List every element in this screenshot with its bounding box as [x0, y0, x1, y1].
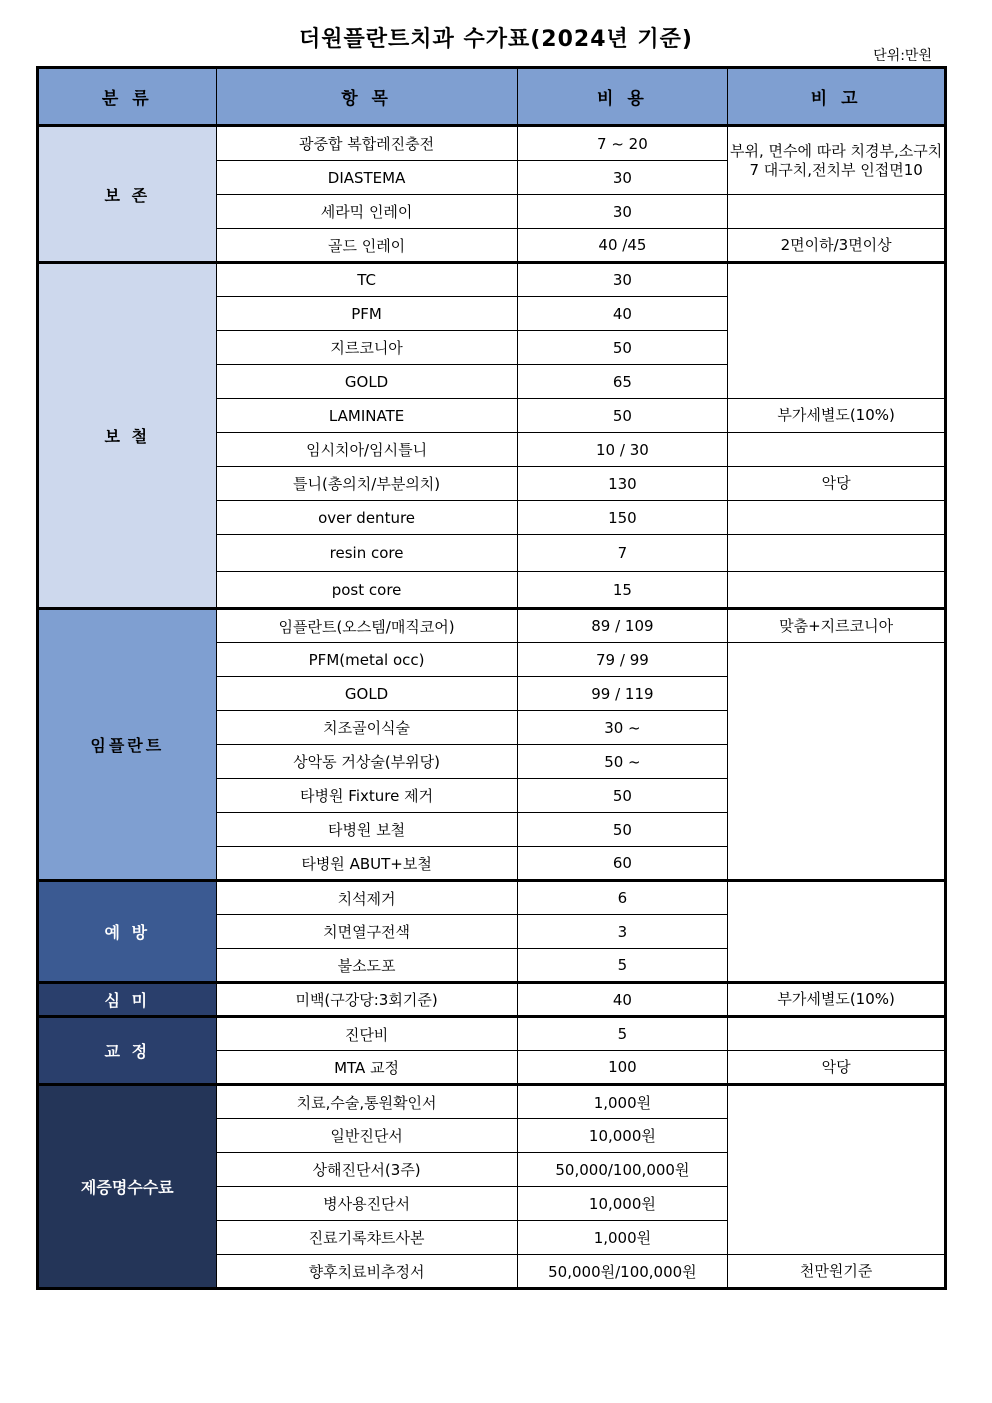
cost-cell: 60 [517, 847, 728, 881]
cost-cell: 130 [517, 467, 728, 501]
item-cell: resin core [216, 535, 517, 572]
cost-cell: 3 [517, 915, 728, 949]
category-orthodontics: 교 정 [38, 1017, 217, 1085]
table-row [38, 1017, 946, 1051]
cost-cell: 99 / 119 [517, 677, 728, 711]
remark-cell: 악당 [728, 1051, 946, 1085]
cost-cell: 1,000원 [517, 1221, 728, 1255]
cost-cell: 50 [517, 399, 728, 433]
cost-cell: 100 [517, 1051, 728, 1085]
item-cell: 불소도포 [216, 949, 517, 983]
cost-cell: 10 / 30 [517, 433, 728, 467]
remark-cell: 부가세별도(10%) [728, 399, 946, 433]
fee-table [36, 66, 947, 1290]
category-aesthetic: 심 미 [38, 983, 217, 1017]
item-cell: over denture [216, 501, 517, 535]
column-header-category: 분 류 [38, 68, 217, 126]
unit-label: 단위:만원 [873, 48, 932, 64]
item-cell: 치석제거 [216, 881, 517, 915]
remark-cell [728, 1017, 946, 1051]
table-row [38, 983, 946, 1017]
cost-cell: 50 [517, 331, 728, 365]
cost-cell: 79 / 99 [517, 643, 728, 677]
cost-cell: 89 / 109 [517, 609, 728, 643]
item-cell: 임시치아/임시틀니 [216, 433, 517, 467]
table-row [38, 881, 946, 915]
category-certificate-fees: 제증명수수료 [38, 1085, 217, 1289]
item-cell: 치조골이식술 [216, 711, 517, 745]
table-header-row [38, 68, 946, 126]
item-cell: 타병원 Fixture 제거 [216, 779, 517, 813]
column-header-cost: 비 용 [517, 68, 728, 126]
item-cell: 임플란트(오스템/매직코어) [216, 609, 517, 643]
cost-cell: 30 ~ [517, 711, 728, 745]
category-prevention: 예 방 [38, 881, 217, 983]
cost-cell: 65 [517, 365, 728, 399]
item-cell: 치료,수술,통원확인서 [216, 1085, 517, 1119]
cost-cell: 6 [517, 881, 728, 915]
item-cell: GOLD [216, 677, 517, 711]
remark-cell: 악당 [728, 467, 946, 501]
item-cell: 세라믹 인레이 [216, 195, 517, 229]
remark-cell: 부위, 면수에 따라 치경부,소구치7 대구치,전치부 인접면10 [728, 126, 946, 195]
remark-cell: 2면이하/3면이상 [728, 229, 946, 263]
item-cell: PFM(metal occ) [216, 643, 517, 677]
remark-cell [728, 263, 946, 399]
item-cell: 일반진단서 [216, 1119, 517, 1153]
cost-cell: 5 [517, 1017, 728, 1051]
item-cell: PFM [216, 297, 517, 331]
cost-cell: 30 [517, 161, 728, 195]
table-row [38, 263, 946, 297]
category-implant: 임플란트 [38, 609, 217, 881]
cost-cell: 50,000원/100,000원 [517, 1255, 728, 1289]
cost-cell: 10,000원 [517, 1187, 728, 1221]
cost-cell: 50,000/100,000원 [517, 1153, 728, 1187]
item-cell: post core [216, 572, 517, 609]
page-title: 더원플란트치과 수가표(2024년 기준) [299, 27, 693, 52]
category-prosthetics: 보 철 [38, 263, 217, 609]
item-cell: 틀니(총의치/부분의치) [216, 467, 517, 501]
item-cell: 타병원 보철 [216, 813, 517, 847]
item-cell: LAMINATE [216, 399, 517, 433]
remark-cell [728, 501, 946, 535]
item-cell: 상악동 거상술(부위당) [216, 745, 517, 779]
remark-cell [728, 433, 946, 467]
cost-cell: 40 /45 [517, 229, 728, 263]
item-cell: 타병원 ABUT+보철 [216, 847, 517, 881]
cost-cell: 5 [517, 949, 728, 983]
remark-cell [728, 572, 946, 609]
remark-cell [728, 643, 946, 881]
item-cell: 진단비 [216, 1017, 517, 1051]
cost-cell: 7 [517, 535, 728, 572]
table-row [38, 126, 946, 161]
item-cell: MTA 교정 [216, 1051, 517, 1085]
remark-cell: 맞춤+지르코니아 [728, 609, 946, 643]
item-cell: GOLD [216, 365, 517, 399]
column-header-remark: 비 고 [728, 68, 946, 126]
remark-cell [728, 1085, 946, 1255]
cost-cell: 50 ~ [517, 745, 728, 779]
cost-cell: 30 [517, 263, 728, 297]
item-cell: 미백(구강당:3회기준) [216, 983, 517, 1017]
remark-cell [728, 535, 946, 572]
cost-cell: 50 [517, 813, 728, 847]
cost-cell: 30 [517, 195, 728, 229]
cost-cell: 15 [517, 572, 728, 609]
cost-cell: 1,000원 [517, 1085, 728, 1119]
cost-cell: 50 [517, 779, 728, 813]
item-cell: DIASTEMA [216, 161, 517, 195]
cost-cell: 40 [517, 297, 728, 331]
item-cell: 광중합 복합레진충전 [216, 126, 517, 161]
column-header-item: 항 목 [216, 68, 517, 126]
remark-cell [728, 195, 946, 229]
item-cell: 병사용진단서 [216, 1187, 517, 1221]
remark-cell [728, 881, 946, 983]
table-row [38, 1085, 946, 1119]
item-cell: 지르코니아 [216, 331, 517, 365]
cost-cell: 40 [517, 983, 728, 1017]
cost-cell: 10,000원 [517, 1119, 728, 1153]
item-cell: 골드 인레이 [216, 229, 517, 263]
item-cell: 향후치료비추정서 [216, 1255, 517, 1289]
item-cell: 진료기록챠트사본 [216, 1221, 517, 1255]
cost-cell: 150 [517, 501, 728, 535]
item-cell: 상해진단서(3주) [216, 1153, 517, 1187]
table-row [38, 609, 946, 643]
item-cell: TC [216, 263, 517, 297]
cost-cell: 7 ~ 20 [517, 126, 728, 161]
remark-cell: 부가세별도(10%) [728, 983, 946, 1017]
item-cell: 치면열구전색 [216, 915, 517, 949]
category-conservative: 보 존 [38, 126, 217, 263]
remark-cell: 천만원기준 [728, 1255, 946, 1289]
